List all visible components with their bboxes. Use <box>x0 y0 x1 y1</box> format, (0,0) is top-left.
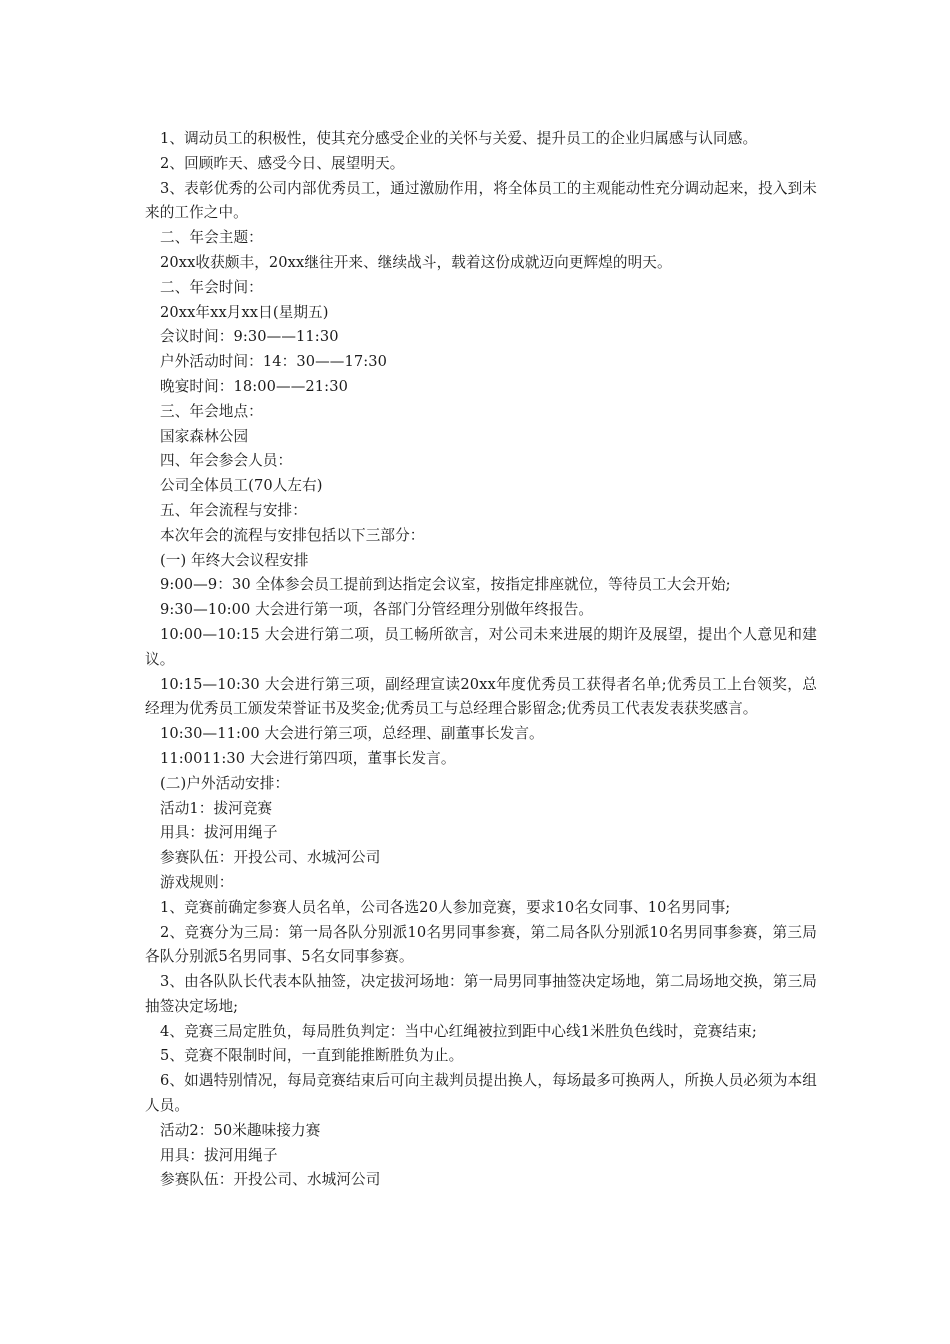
paragraph-rule-4: 4、竞赛三局定胜负，每局胜负判定：当中心红绳被拉到距中心线1米胜负色线时，竞赛结束; <box>160 1022 757 1040</box>
paragraph-agenda-4: 10:15—10:30 大会进行第三项，副经理宣读20xx年度优秀员工获得者名单;优秀员工上台领奖，总经理为优秀员工颁发荣誉证书及奖金;优秀员工与总经理合影留念;优秀员工代表发表获奖感言。 <box>145 675 817 718</box>
heading-rules: 游戏规则： <box>160 873 234 891</box>
paragraph-goal-1: 1、调动员工的积极性，使其充分感受企业的关怀与关爱、提升员工的企业归属感与认同感。 <box>160 130 758 147</box>
paragraph-agenda-6: 11:0011:30 大会进行第四项，董事长发言。 <box>160 749 456 767</box>
paragraph-goal-2: 2、回顾昨天、感受今日、展望明天。 <box>160 154 405 172</box>
paragraph-dinner-time: 晚宴时间：18:00——21:30 <box>160 377 348 395</box>
paragraph-attendees: 公司全体员工(70人左右) <box>160 477 323 495</box>
paragraph-process-intro: 本次年会的流程与安排包括以下三部分： <box>160 526 425 544</box>
paragraph-activity-2: 活动2：50米趣味接力赛 <box>160 1121 321 1139</box>
paragraph-rule-2: 2、竞赛分为三局：第一局各队分别派10名男同事参赛，第二局各队分别派10名男同事参赛，第三局各队分别派5名男同事、5名女同事参赛。 <box>145 923 817 966</box>
paragraph-equipment-1: 用具：拔河用绳子 <box>160 824 278 842</box>
paragraph-equipment-2: 用具：拔河用绳子 <box>160 1146 278 1164</box>
document-page <box>145 127 817 1193</box>
paragraph-teams-2: 参赛队伍：开投公司、水城河公司 <box>160 1171 381 1189</box>
paragraph-rule-5: 5、竞赛不限制时间，一直到能推断胜负为止。 <box>160 1047 464 1065</box>
paragraph-date: 20xx年xx月xx日(星期五) <box>160 303 329 321</box>
paragraph-activity-1: 活动1：拔河竞赛 <box>160 799 273 817</box>
paragraph-rule-6: 6、如遇特别情况，每局竞赛结束后可向主裁判员提出换人，每场最多可换两人，所换人员必须为本组人员。 <box>145 1072 817 1115</box>
paragraph-theme: 20xx收获颇丰，20xx继往开来、继续战斗，载着这份成就迈向更辉煌的明天。 <box>160 253 672 271</box>
heading-process: 五、年会流程与安排： <box>160 501 307 519</box>
heading-time: 二、年会时间： <box>160 278 263 296</box>
paragraph-rule-1: 1、竞赛前确定参赛人员名单，公司各选20人参加竞赛，要求10名女同事、10名男同事; <box>160 898 731 916</box>
paragraph-meeting-time: 会议时间：9:30——11:30 <box>160 328 339 346</box>
paragraph-location: 国家森林公园 <box>160 427 249 445</box>
heading-attendees: 四、年会参会人员： <box>160 452 293 470</box>
paragraph-agenda-5: 10:30—11:00 大会进行第三项，总经理、副董事长发言。 <box>160 725 544 743</box>
paragraph-goal-3: 3、表彰优秀的公司内部优秀员工，通过激励作用，将全体员工的主观能动性充分调动起来，投入到未来的工作之中。 <box>145 179 817 222</box>
paragraph-teams-1: 参赛队伍：开投公司、水城河公司 <box>160 849 381 867</box>
paragraph-rule-3: 3、由各队队长代表本队抽签，决定拔河场地：第一局男同事抽签决定场地，第二局场地交换，第三局抽签决定场地; <box>145 973 817 1015</box>
paragraph-agenda-1: 9:00—9：30 全体参会员工提前到达指定会议室，按指定排座就位，等待员工大会开始; <box>160 576 731 594</box>
paragraph-agenda-3: 10:00—10:15 大会进行第二项，员工畅所欲言，对公司未来进展的期许及展望，提出个人意见和建议。 <box>145 625 817 668</box>
heading-outdoor: (二)户外活动安排： <box>160 774 290 792</box>
heading-agenda: (一) 年终大会议程安排 <box>160 551 309 569</box>
heading-theme: 二、年会主题： <box>160 229 263 247</box>
heading-location: 三、年会地点： <box>160 402 263 420</box>
paragraph-outdoor-time: 户外活动时间：14：30——17:30 <box>160 353 388 371</box>
paragraph-agenda-2: 9:30—10:00 大会进行第一项，各部门分管经理分别做年终报告。 <box>160 601 594 619</box>
